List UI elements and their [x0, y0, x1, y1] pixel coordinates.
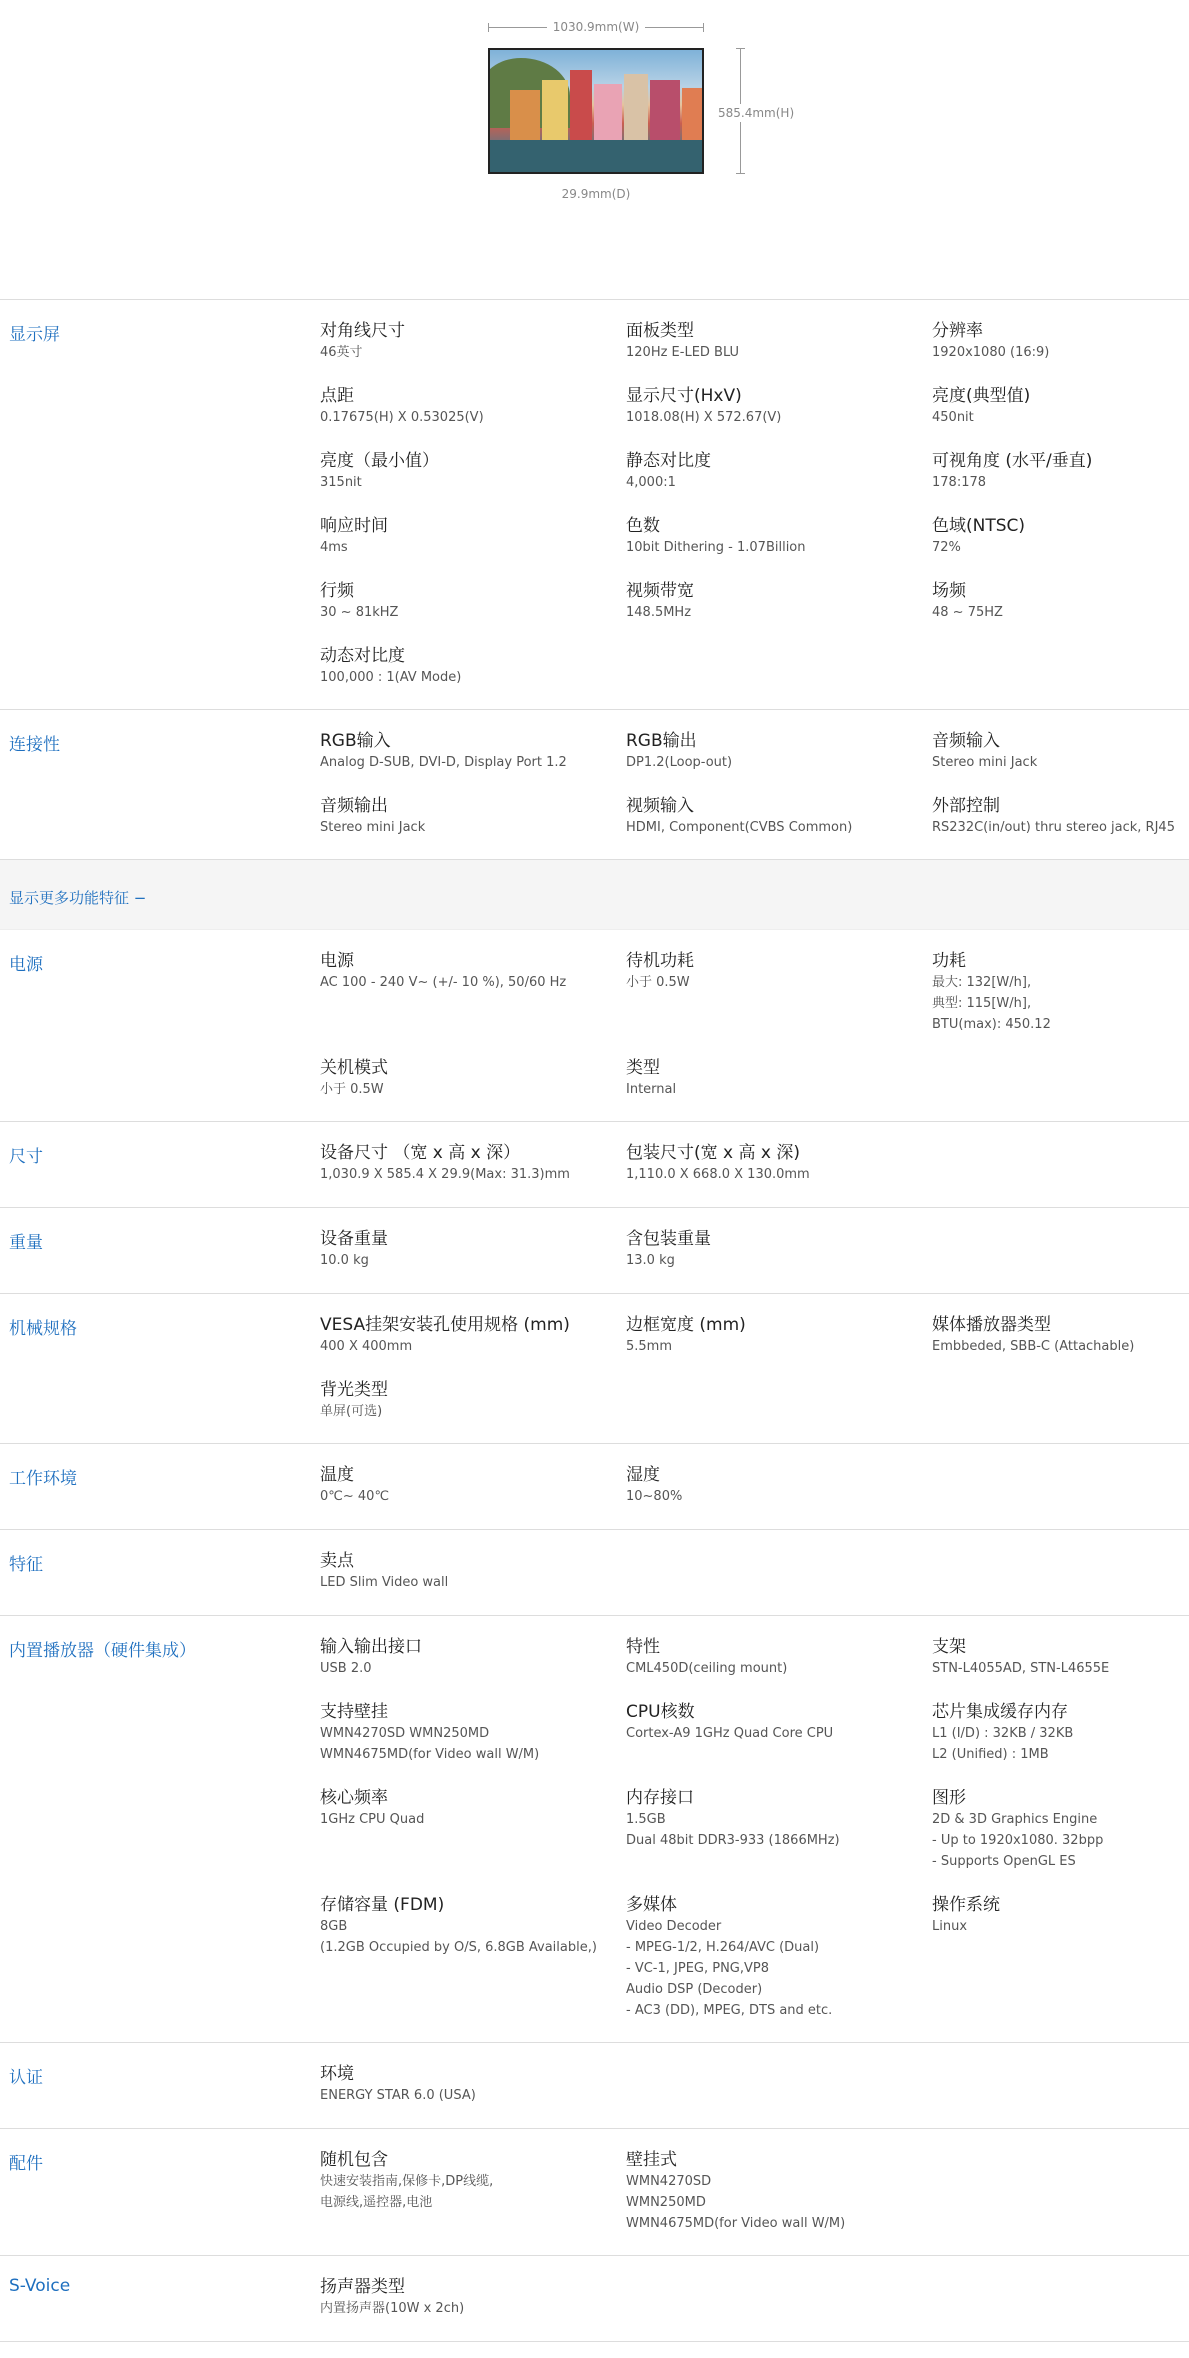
spec-item: [932, 1701, 1189, 1787]
spec-label: 随机包含: [320, 2150, 388, 2170]
spec-label: RGB输出: [626, 731, 697, 751]
spec-value: 30 ~ 81kHZ: [320, 605, 399, 620]
spec-section: [0, 2043, 1189, 2129]
spec-value: 13.0 kg: [626, 1253, 675, 1268]
spec-value: Internal: [626, 1082, 677, 1097]
spec-value: 最大: 132[W/h], 典型: 115[W/h], BTU(max): 450.12: [932, 975, 1051, 1032]
spec-section: [0, 930, 1189, 1122]
spec-label: 支架: [932, 1637, 966, 1657]
spec-label: 内存接口: [626, 1788, 694, 1808]
spec-item: [626, 1636, 932, 1701]
spec-section: [0, 1122, 1189, 1208]
spec-label: 分辨率: [932, 321, 983, 341]
spec-label: 设备尺寸 （宽 x 高 x 深）: [320, 1143, 521, 1163]
spec-value: Video Decoder - MPEG-1/2, H.264/AVC (Dual) - VC-1, JPEG, PNG,VP8 Audio DSP (Decoder) - AC3 (DD), MPEG, DTS and etc.: [626, 1919, 833, 2018]
spec-label: 待机功耗: [626, 951, 694, 971]
spec-label: VESA挂架安装孔使用规格 (mm): [320, 1315, 570, 1335]
spec-item: [320, 1228, 626, 1293]
spec-value: 5.5mm: [626, 1339, 673, 1354]
spec-item: [626, 450, 932, 515]
spec-label: RGB输入: [320, 731, 391, 751]
spec-item: [626, 1057, 932, 1122]
spec-item: [626, 795, 932, 860]
spec-label: 芯片集成缓存内存: [932, 1702, 1068, 1722]
spec-label: 响应时间: [320, 516, 388, 536]
spec-label: 动态对比度: [320, 646, 405, 666]
spec-item: [626, 320, 932, 385]
show-more-features-toggle[interactable]: 显示更多功能特征 −: [9, 889, 147, 907]
spec-label: 核心频率: [320, 1788, 388, 1808]
width-dimension-label: 1030.9mm(W): [547, 20, 646, 34]
spec-label: 点距: [320, 386, 354, 406]
spec-section-title: 显示屏: [9, 325, 60, 345]
spec-value: WMN4270SD WMN250MD WMN4675MD(for Video wall W/M): [320, 1726, 540, 1762]
spec-label: 关机模式: [320, 1058, 388, 1078]
spec-item: [932, 450, 1189, 515]
spec-value: 快速安装指南,保修卡,DP线缆, 电源线,遥控器,电池: [320, 2174, 494, 2210]
spec-item: [626, 730, 932, 795]
depth-dimension-label: 29.9mm(D): [561, 187, 631, 201]
spec-item: [320, 1894, 626, 2043]
spec-value: 1GHz CPU Quad: [320, 1812, 425, 1827]
spec-label: 温度: [320, 1465, 354, 1485]
spec-item: [626, 1701, 932, 1787]
spec-item: [626, 1787, 932, 1894]
spec-item: [626, 1314, 932, 1379]
spec-value: DP1.2(Loop-out): [626, 755, 733, 770]
spec-label: 面板类型: [626, 321, 694, 341]
spec-label: 湿度: [626, 1465, 660, 1485]
spec-label: 电源: [320, 951, 354, 971]
spec-value: 0.17675(H) X 0.53025(V): [320, 410, 484, 425]
spec-value: 10.0 kg: [320, 1253, 369, 1268]
spec-label: 操作系统: [932, 1895, 1000, 1915]
spec-label: 卖点: [320, 1551, 354, 1571]
spec-item: [932, 795, 1189, 860]
spec-value: Cortex-A9 1GHz Quad Core CPU: [626, 1726, 834, 1741]
spec-section-title: 尺寸: [9, 1147, 43, 1167]
spec-item: [932, 730, 1189, 795]
spec-item: [320, 2063, 626, 2128]
spec-section: [0, 1530, 1189, 1616]
spec-value: LED Slim Video wall: [320, 1575, 449, 1590]
spec-item: [320, 645, 626, 710]
spec-value: 120Hz E-LED BLU: [626, 345, 740, 360]
spec-item: [626, 2149, 932, 2256]
spec-value: Analog D-SUB, DVI-D, Display Port 1.2: [320, 755, 567, 770]
spec-section: [0, 710, 1189, 860]
spec-label: 含包装重量: [626, 1229, 711, 1249]
spec-value: Stereo mini Jack: [932, 755, 1038, 770]
spec-section-title: 配件: [9, 2154, 43, 2174]
spec-section: [0, 1294, 1189, 1444]
spec-value: STN-L4055AD, STN-L4655E: [932, 1661, 1110, 1676]
spec-label: 行频: [320, 581, 354, 601]
spec-label: 支持壁挂: [320, 1702, 388, 1722]
spec-item: [320, 1142, 626, 1207]
spec-item: [932, 1636, 1189, 1701]
spec-label: 图形: [932, 1788, 966, 1808]
spec-value: Embbeded, SBB-C (Attachable): [932, 1339, 1135, 1354]
spec-item: [932, 1314, 1189, 1379]
spec-label: 存储容量 (FDM): [320, 1895, 445, 1915]
spec-label: CPU核数: [626, 1702, 695, 1722]
spec-item: [320, 1701, 626, 1787]
spec-value: WMN4270SD WMN250MD WMN4675MD(for Video wall W/M): [626, 2174, 846, 2231]
spec-value: HDMI, Component(CVBS Common): [626, 820, 853, 835]
spec-value: 1,030.9 X 585.4 X 29.9(Max: 31.3)mm: [320, 1167, 570, 1182]
spec-label: 包装尺寸(宽 x 高 x 深): [626, 1143, 801, 1163]
spec-item: [932, 1787, 1189, 1894]
spec-label: 多媒体: [626, 1895, 677, 1915]
spec-item: [320, 730, 626, 795]
spec-item: [626, 1228, 932, 1293]
spec-item: [320, 1787, 626, 1894]
spec-item: [932, 385, 1189, 450]
spec-label: 音频输出: [320, 796, 388, 816]
spec-section-title: 机械规格: [9, 1319, 77, 1339]
spec-label: 显示尺寸(HxV): [626, 386, 742, 406]
spec-item: [320, 1379, 626, 1444]
spec-value: 450nit: [932, 410, 974, 425]
spec-item: [932, 950, 1189, 1057]
spec-value: RS232C(in/out) thru stereo jack, RJ45: [932, 820, 1175, 835]
spec-value: 1920x1080 (16:9): [932, 345, 1050, 360]
spec-label: 壁挂式: [626, 2150, 677, 2170]
spec-label: 输入输出接口: [320, 1637, 422, 1657]
monitor-photo: [488, 48, 704, 174]
spec-label: 亮度（最小值）: [320, 451, 439, 471]
spec-item: [320, 450, 626, 515]
spec-item: [932, 320, 1189, 385]
spec-label: 视频输入: [626, 796, 694, 816]
spec-label: 可视角度 (水平/垂直): [932, 451, 1093, 471]
spec-section-title: 电源: [9, 955, 43, 975]
spec-value: ENERGY STAR 6.0 (USA): [320, 2088, 476, 2103]
spec-item: [320, 950, 626, 1057]
spec-item: [320, 2276, 626, 2341]
spec-item: [932, 580, 1189, 645]
spec-value: 72%: [932, 540, 961, 555]
spec-value: 1,110.0 X 668.0 X 130.0mm: [626, 1167, 810, 1182]
spec-label: 扬声器类型: [320, 2277, 405, 2297]
spec-value: USB 2.0: [320, 1661, 372, 1676]
spec-section-title: 工作环境: [9, 1469, 77, 1489]
spec-label: 场频: [932, 581, 966, 601]
spec-item: [320, 385, 626, 450]
spec-table: [0, 299, 1189, 2342]
spec-item: [320, 320, 626, 385]
spec-item: [320, 795, 626, 860]
spec-value: 0℃~ 40℃: [320, 1489, 390, 1504]
show-more-features-bar: [0, 860, 1189, 930]
spec-item: [320, 2149, 626, 2256]
spec-label: 媒体播放器类型: [932, 1315, 1051, 1335]
spec-value: 100,000 : 1(AV Mode): [320, 670, 462, 685]
spec-value: CML450D(ceiling mount): [626, 1661, 788, 1676]
spec-label: 背光类型: [320, 1380, 388, 1400]
spec-item: [320, 1550, 626, 1615]
spec-value: 46英寸: [320, 345, 363, 360]
spec-item: [932, 1894, 1189, 2043]
spec-section-title: 特征: [9, 1555, 43, 1575]
spec-item: [320, 515, 626, 580]
spec-value: 内置扬声器(10W x 2ch): [320, 2301, 465, 2316]
spec-value: 小于 0.5W: [320, 1082, 384, 1097]
spec-label: 静态对比度: [626, 451, 711, 471]
spec-value: 400 X 400mm: [320, 1339, 413, 1354]
spec-item: [320, 1057, 626, 1122]
spec-value: Linux: [932, 1919, 968, 1934]
spec-item: [626, 950, 932, 1057]
spec-item: [320, 580, 626, 645]
spec-label: 特性: [626, 1637, 660, 1657]
spec-item: [626, 385, 932, 450]
spec-item: [626, 515, 932, 580]
spec-value: 单屏(可选): [320, 1404, 383, 1419]
spec-value: 48 ~ 75HZ: [932, 605, 1003, 620]
spec-section: [0, 300, 1189, 710]
spec-label: 环境: [320, 2064, 354, 2084]
spec-value: 小于 0.5W: [626, 975, 690, 990]
spec-item: [626, 1464, 932, 1529]
spec-item: [626, 1894, 932, 2043]
spec-section: [0, 1444, 1189, 1530]
product-dimension-image: [0, 0, 1189, 299]
spec-value: 1018.08(H) X 572.67(V): [626, 410, 782, 425]
spec-value: 178:178: [932, 475, 987, 490]
spec-value: 4,000:1: [626, 475, 676, 490]
spec-label: 功耗: [932, 951, 966, 971]
spec-item: [320, 1636, 626, 1701]
spec-label: 设备重量: [320, 1229, 388, 1249]
spec-label: 对角线尺寸: [320, 321, 405, 341]
spec-section: [0, 2256, 1189, 2342]
spec-value: AC 100 - 240 V~ (+/- 10 %), 50/60 Hz: [320, 975, 567, 990]
spec-section-title: 认证: [9, 2068, 43, 2088]
spec-value: 1.5GB Dual 48bit DDR3-933 (1866MHz): [626, 1812, 840, 1848]
spec-label: 亮度(典型值): [932, 386, 1031, 406]
spec-section-title: 内置播放器（硬件集成）: [9, 1641, 196, 1661]
spec-value: 315nit: [320, 475, 362, 490]
spec-section-title: S-Voice: [9, 2276, 71, 2296]
spec-value: 148.5MHz: [626, 605, 692, 620]
spec-label: 色域(NTSC): [932, 516, 1026, 536]
spec-section: [0, 2129, 1189, 2256]
spec-section-title: 连接性: [9, 735, 60, 755]
spec-value: 10bit Dithering - 1.07Billion: [626, 540, 806, 555]
spec-section: [0, 1208, 1189, 1294]
spec-value: 8GB (1.2GB Occupied by O/S, 6.8GB Available,): [320, 1919, 597, 1955]
spec-item: [932, 515, 1189, 580]
spec-value: 10~80%: [626, 1489, 683, 1504]
spec-label: 边框宽度 (mm): [626, 1315, 746, 1335]
spec-item: [320, 1464, 626, 1529]
spec-item: [626, 1142, 932, 1207]
height-dimension-label: 585.4mm(H): [718, 106, 795, 120]
spec-section: [0, 1616, 1189, 2043]
spec-value: 2D & 3D Graphics Engine - Up to 1920x1080. 32bpp - Supports OpenGL ES: [932, 1812, 1104, 1869]
spec-item: [626, 580, 932, 645]
spec-value: Stereo mini Jack: [320, 820, 426, 835]
spec-label: 视频带宽: [626, 581, 694, 601]
spec-label: 外部控制: [932, 796, 1000, 816]
spec-item: [320, 1314, 626, 1379]
spec-section-title: 重量: [9, 1233, 43, 1253]
spec-value: L1 (I/D) : 32KB / 32KB L2 (Unified) : 1MB: [932, 1726, 1074, 1762]
spec-value: 4ms: [320, 540, 348, 555]
spec-label: 音频输入: [932, 731, 1000, 751]
spec-label: 色数: [626, 516, 660, 536]
spec-label: 类型: [626, 1058, 660, 1078]
